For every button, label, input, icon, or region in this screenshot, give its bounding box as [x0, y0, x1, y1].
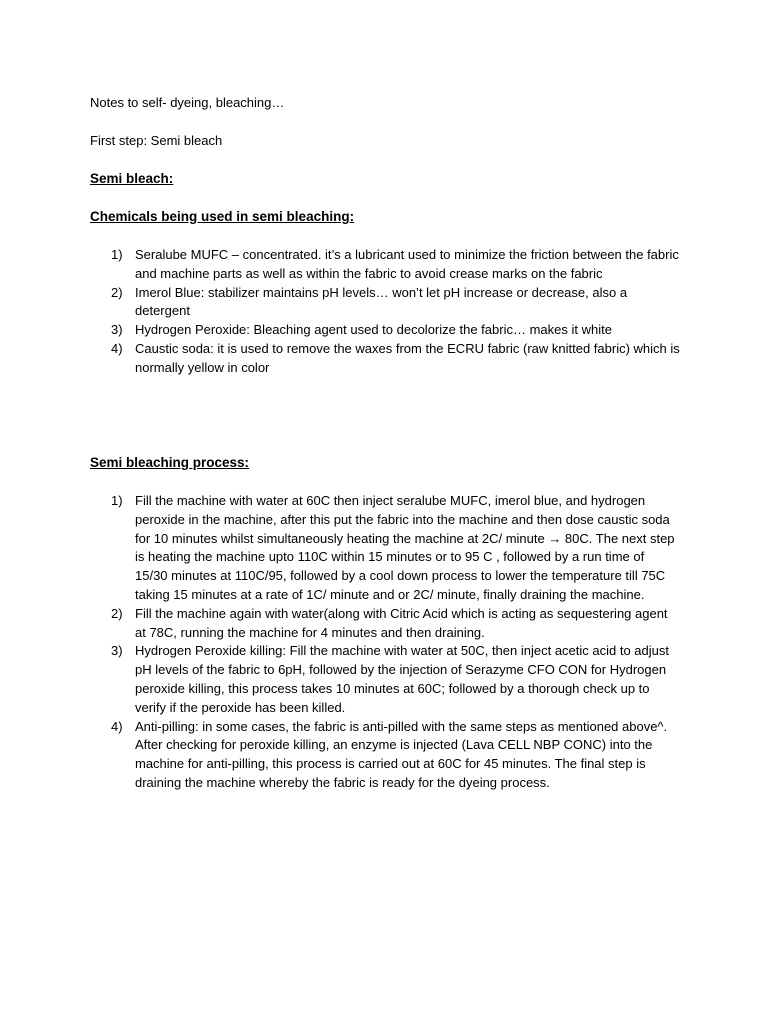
list-number: 3)	[111, 322, 123, 338]
list-number: 1)	[111, 247, 123, 262]
list-item-text: Anti-pilling: in some cases, the fabric is anti-pilled with the same steps as mentioned above^. After checking for peroxide killing, an enzyme is injected (Lava CELL NBP CONC) into the machine for anti-pilling, this process is carried out at 60C for 45 minutes. The final step is draining the machine whereby the fabric is ready for the dyeing process.	[135, 718, 668, 790]
list-item-text: Fill the machine again with water(along with Citric Acid which is acting as sequestering agent at 78C, running the machine for 4 minutes and then draining.	[135, 605, 668, 640]
list-number: 2)	[111, 284, 123, 300]
list-item-text: Fill the machine with water at 60C then inject seralube MUFC, imerol blue, and hydrogen peroxide in the machine, after this put the fabric into the machine and then dose caustic soda for 10 minutes whilst simultaneously heating the machine at 2C/ minute → 80C. The next step is heating the machine upto 110C within 15 minutes or to 95 C , followed by a run time of 15/30 minutes at 110C/95, followed by a cool down process to lower the temperature till 75C taking 15 minutes at a rate of 1C/ minute and or 2C/ minute, finally draining the machine.	[135, 493, 675, 602]
list-item	[90, 605, 680, 643]
list-item-text: Seralube MUFC – concentrated. it’s a lubricant used to minimize the friction between the fabric and machine parts as well as within the fabric to avoid crease marks on the fabric	[135, 247, 679, 281]
list-item-text: Hydrogen Peroxide killing: Fill the machine with water at 50C, then inject acetic acid to adjust pH levels of the fabric to 6pH, followed by the injection of Serazyme CFO CON for Hydrogen peroxide killing, this process takes 10 minutes at 60C; followed by a thorough check up to verify if the peroxide has been killed.	[135, 643, 669, 715]
list-number: 3)	[111, 643, 123, 659]
section-title: Semi bleach:	[90, 171, 174, 186]
list-item-text: Hydrogen Peroxide: Bleaching agent used to decolorize the fabric… makes it white	[135, 322, 612, 338]
list-item	[90, 284, 680, 322]
list-item	[90, 642, 680, 717]
list-item	[90, 321, 680, 340]
list-item-text: Caustic soda: it is used to remove the waxes from the ECRU fabric (raw knitted fabric) which is normally yellow in color	[135, 340, 680, 375]
list-item-text: Imerol Blue: stabilizer maintains pH levels… won’t let pH increase or decrease, also a detergent	[135, 284, 628, 319]
process-heading: Semi bleaching process:	[90, 455, 250, 470]
intro-line: Notes to self- dyeing, bleaching…	[90, 95, 285, 110]
list-number: 2)	[111, 605, 123, 621]
first-step-line: First step: Semi bleach	[90, 133, 223, 148]
list-number: 1)	[111, 493, 123, 508]
chemicals-list	[90, 246, 680, 378]
list-item	[90, 492, 680, 605]
list-number: 4)	[111, 340, 123, 356]
list-item	[90, 340, 680, 378]
list-item	[90, 246, 680, 284]
list-number: 4)	[111, 718, 123, 734]
list-item	[90, 718, 680, 793]
chemicals-heading: Chemicals being used in semi bleaching:	[90, 209, 355, 224]
process-list	[90, 492, 680, 793]
